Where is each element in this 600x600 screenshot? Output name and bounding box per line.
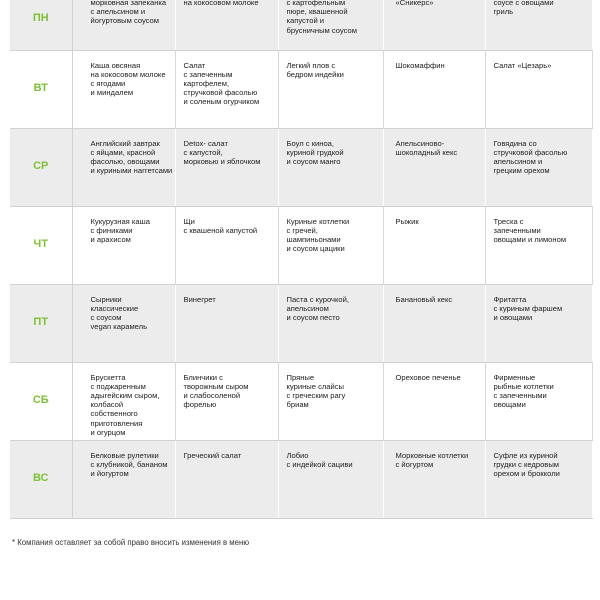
meal-text: Щи с квашеной капустой <box>183 216 258 235</box>
meal-text: «Сникерс» <box>395 0 434 7</box>
meal-cell <box>72 440 175 518</box>
meal-cell <box>485 284 592 362</box>
day-label: ВС <box>10 440 72 518</box>
meal-text: Греческий салат <box>183 450 242 460</box>
meal-text: Винегрет <box>183 294 216 304</box>
meal-cell <box>485 50 592 128</box>
meal-cell <box>72 0 175 50</box>
meal-cell <box>278 0 383 50</box>
day-label: ЧТ <box>10 206 72 284</box>
meal-text: Лобио с индейкой сациви <box>286 450 353 469</box>
meal-cell <box>383 128 485 206</box>
meal-cell <box>175 284 278 362</box>
meal-text: Говядина со стручковой фасолью апельсином и грецким орехом <box>493 138 568 176</box>
meal-text: Английский завтрак с яйцами, красной фасолью, овощами и куриными наггетсами <box>90 138 173 176</box>
meal-cell <box>72 206 175 284</box>
meal-cell <box>175 440 278 518</box>
menu-row <box>10 0 592 50</box>
weekly-menu-table <box>10 0 593 519</box>
meal-cell <box>383 362 485 440</box>
meal-cell <box>72 284 175 362</box>
meal-cell <box>278 50 383 128</box>
meal-text: Каша овсяная на кокосовом молоке с ягодами и миндалем <box>90 60 166 98</box>
menu-row <box>10 128 592 206</box>
day-label: ПН <box>10 0 72 50</box>
meal-cell <box>175 50 278 128</box>
meal-text: соусе с овощами гриль <box>493 0 554 17</box>
meal-text: Легкий плов с бедром индейки <box>286 60 344 79</box>
menu-row <box>10 50 592 128</box>
meal-cell <box>383 0 485 50</box>
menu-row <box>10 362 592 440</box>
meal-text: Морковные котлетки с йогуртом <box>395 450 469 469</box>
meal-text: Боул с киноа, куриной грудкой и соусом манго <box>286 138 344 166</box>
meal-cell <box>485 440 592 518</box>
meal-cell <box>383 284 485 362</box>
meal-cell <box>175 0 278 50</box>
meal-cell <box>278 440 383 518</box>
meal-text: Сырники классические с соусом vegan карамель <box>90 294 148 332</box>
meal-text: с картофельным пюре, квашенной капустой и брусничным соусом <box>286 0 357 35</box>
meal-text: Белковые рулетики с клубникой, бананом и йогуртом <box>90 450 168 478</box>
meal-text: морковная запеканка с апельсином и йогуртовым соусом <box>90 0 167 26</box>
meal-text: Рыжик <box>395 216 419 226</box>
meal-text: Паста с курочкой, апельсином и соусом песто <box>286 294 349 322</box>
meal-text: Блинчики с творожным сыром и слабосоленой форелью <box>183 372 249 410</box>
meal-cell <box>383 440 485 518</box>
meal-cell <box>485 0 592 50</box>
meal-text: Detox- салат с капустой, морковью и яблочком <box>183 138 261 166</box>
meal-text: Пряные куриные слайсы с греческим рагу бриам <box>286 372 346 410</box>
meal-cell <box>383 206 485 284</box>
meal-cell <box>175 362 278 440</box>
meal-cell <box>175 206 278 284</box>
meal-text: Суфле из куриной грудки с кедровым орехом и брокколи <box>493 450 560 478</box>
day-label: ВТ <box>10 50 72 128</box>
meal-text: на кокосовом молоке <box>183 0 259 7</box>
meal-text: Ореховое печенье <box>395 372 461 382</box>
meal-text: Салат с запеченным картофелем, стручковой фасолью и соленым огурчиком <box>183 60 260 107</box>
day-label: СБ <box>10 362 72 440</box>
menu-row <box>10 440 592 518</box>
day-label: ПТ <box>10 284 72 362</box>
meal-text: Треска с запеченными овощами и лимоном <box>493 216 567 244</box>
meal-cell <box>383 50 485 128</box>
meal-cell <box>72 128 175 206</box>
meal-text: Кукурузная каша с финиками и арахисом <box>90 216 150 244</box>
menu-row <box>10 206 592 284</box>
meal-cell <box>175 128 278 206</box>
meal-cell <box>278 362 383 440</box>
meal-cell <box>485 128 592 206</box>
meal-text: Шокомаффин <box>395 60 445 70</box>
meal-cell <box>278 284 383 362</box>
meal-text: Фритатта с куриным фаршем и овощами <box>493 294 563 322</box>
meal-cell <box>72 362 175 440</box>
meal-text: Салат «Цезарь» <box>493 60 552 70</box>
meal-cell <box>278 206 383 284</box>
menu-row <box>10 284 592 362</box>
meal-text: Фирменные рыбные котлетки с запеченными овощами <box>493 372 554 410</box>
day-label: СР <box>10 128 72 206</box>
meal-cell <box>485 362 592 440</box>
meal-cell <box>278 128 383 206</box>
meal-cell <box>485 206 592 284</box>
meal-text: Куриные котлетки с гречей, шампиньонами и соусом цацики <box>286 216 350 254</box>
meal-text: Брускетта с поджаренным адыгейским сыром, колбасой собственного приготовления и огурцом <box>90 372 160 437</box>
meal-text: Апельсиново- шоколадный кекс <box>395 138 458 157</box>
meal-text: Банановый кекс <box>395 294 453 304</box>
meal-cell <box>72 50 175 128</box>
footnote: * Компания оставляет за собой право вносить изменения в меню <box>12 538 250 547</box>
